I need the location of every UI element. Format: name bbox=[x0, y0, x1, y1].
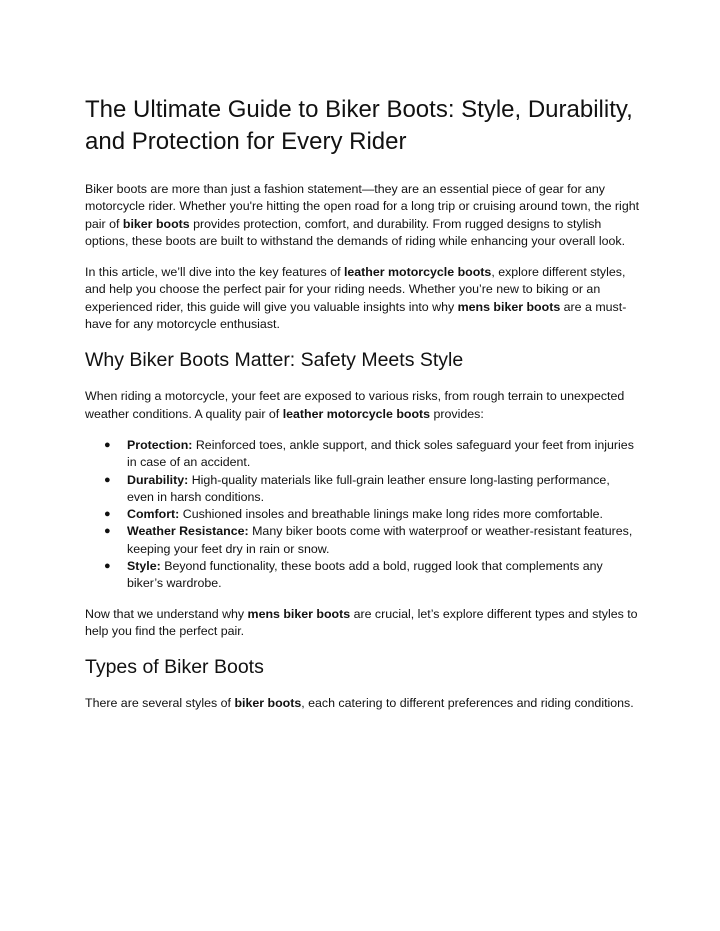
section2-p1-text-c: , each catering to different preferences and riding conditions. bbox=[301, 696, 634, 711]
section2-paragraph-1 bbox=[85, 695, 640, 712]
intro-p2-text-e: are a must-have for any motorcycle enthusiast. bbox=[85, 299, 627, 332]
intro-p1-text-a: Biker boots are more than just a fashion statement—they are an essential piece of gear for any motorcycle rider. Whether you're hitting the open road for a long trip or cruising around town, the right pair of bbox=[85, 182, 640, 231]
section1-paragraph-2 bbox=[85, 606, 640, 641]
list-item-label: Comfort: bbox=[127, 507, 180, 522]
section-heading-types-of-biker-boots: Types of Biker Boots bbox=[85, 656, 264, 679]
list-item-weather-resistance bbox=[104, 523, 640, 558]
intro-p2-bold-mens-biker-boots: mens biker boots bbox=[457, 299, 561, 314]
list-item-text: Cushioned insoles and breathable linings make long rides more comfortable. bbox=[179, 507, 603, 522]
section1-paragraph-1 bbox=[85, 388, 640, 423]
section1-p2-bold-mens-biker-boots: mens biker boots bbox=[247, 606, 351, 621]
list-item-label: Durability: bbox=[127, 472, 189, 487]
list-item-text: High-quality materials like full-grain leather ensure long-lasting performance, even in harsh conditions. bbox=[127, 472, 610, 504]
intro-paragraph-2 bbox=[85, 264, 640, 333]
intro-paragraph-1 bbox=[85, 181, 640, 250]
list-item-comfort bbox=[104, 506, 640, 523]
intro-p1-bold-biker-boots: biker boots bbox=[122, 216, 190, 231]
section-heading-why-biker-boots-matter: Why Biker Boots Matter: Safety Meets Style bbox=[85, 349, 464, 372]
section1-p2-text-c: are crucial, let’s explore different types and styles to help you find the perfect pair. bbox=[85, 606, 638, 638]
intro-p2-text-c: , explore different styles, and help you choose the perfect pair for your riding needs. Whether you’re new to biking or an experienced rider, this guide will give you valuable insights into why bbox=[85, 265, 626, 314]
section2-p1-text-a: There are several styles of bbox=[85, 696, 235, 711]
bullet-icon: ● bbox=[104, 525, 111, 538]
section1-p1-text-a: When riding a motorcycle, your feet are exposed to various risks, from rough terrain to unexpected weather conditions. A quality pair of bbox=[85, 389, 625, 421]
list-item-label: Protection: bbox=[127, 437, 193, 452]
list-item-text: Beyond functionality, these boots add a bold, rugged look that complements any biker’s wardrobe. bbox=[127, 559, 603, 591]
section1-p1-text-c: provides: bbox=[430, 406, 484, 421]
list-item-label: Style: bbox=[127, 559, 161, 574]
document-page bbox=[85, 94, 640, 727]
section2-p1-bold-biker-boots: biker boots bbox=[234, 696, 302, 711]
bullet-icon: ● bbox=[104, 438, 111, 451]
benefits-list bbox=[85, 437, 640, 593]
list-item-durability bbox=[104, 472, 640, 507]
intro-p2-text-a: In this article, we’ll dive into the key features of bbox=[85, 265, 344, 280]
list-item-label: Weather Resistance: bbox=[127, 524, 249, 539]
intro-p2-bold-leather-motorcycle-boots: leather motorcycle boots bbox=[343, 265, 492, 280]
list-item-text: Many biker boots come with waterproof or weather-resistant features, keeping your feet dry in rain or snow. bbox=[127, 524, 633, 556]
section1-p1-bold-leather-motorcycle-boots: leather motorcycle boots bbox=[282, 406, 431, 421]
intro-p1-text-c: provides protection, comfort, and durability. From rugged designs to stylish options, these boots are built to withstand the demands of riding while enhancing your overall look. bbox=[85, 216, 626, 248]
bullet-icon: ● bbox=[104, 473, 111, 486]
list-item-text: Reinforced toes, ankle support, and thick soles safeguard your feet from injuries in case of an accident. bbox=[127, 437, 634, 470]
bullet-icon: ● bbox=[104, 560, 111, 573]
bullet-icon: ● bbox=[104, 508, 111, 521]
list-item-protection bbox=[104, 437, 640, 472]
list-item-style bbox=[104, 558, 640, 593]
page-title: The Ultimate Guide to Biker Boots: Style, Durability, and Protection for Every Rider bbox=[85, 96, 633, 155]
section1-p2-text-a: Now that we understand why bbox=[85, 606, 248, 621]
